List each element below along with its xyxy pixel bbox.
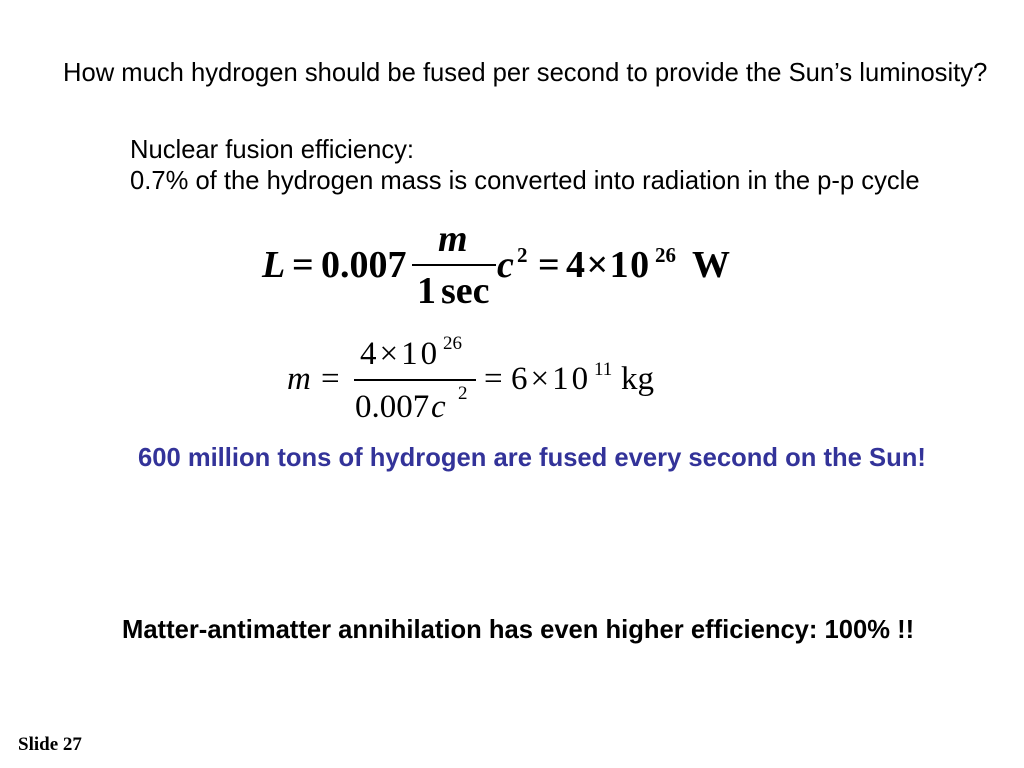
efficiency-description: 0.7% of the hydrogen mass is converted into radiation in the p-p cycle [130, 167, 920, 195]
eq1-fraction-numerator: m [438, 218, 468, 260]
eq2-result-mantissa: 6×10 [511, 361, 592, 397]
eq1-coefficient: 0.007 [321, 244, 407, 286]
eq2-fraction-bar [354, 379, 476, 381]
eq2-lhs: m [287, 361, 311, 397]
eq2-equals-2: = [484, 361, 503, 397]
eq2-unit: kg [621, 361, 654, 397]
eq1-fraction-denominator-number: 1 [417, 270, 436, 312]
eq1-equals-2: = [538, 244, 560, 286]
eq2-equals-1: = [321, 361, 340, 397]
eq2-numerator-mantissa: 4×10 [360, 336, 441, 372]
eq1-equals-1: = [292, 244, 314, 286]
eq2-result-exponent: 11 [594, 359, 613, 380]
eq2-denominator-speed-of-light: c [431, 389, 446, 425]
eq1-lhs: L [262, 244, 286, 286]
eq1-speed-of-light: c [497, 244, 514, 286]
eq1-fraction-bar [412, 264, 496, 266]
eq2-denominator-coefficient: 0.007 [355, 389, 430, 425]
slide-number: Slide 27 [18, 734, 82, 755]
eq1-result-exponent: 26 [655, 243, 676, 267]
question-text: How much hydrogen should be fused per second to provide the Sun’s luminosity? [63, 59, 988, 87]
eq2-numerator-exponent: 26 [443, 333, 462, 354]
highlight-statement: 600 million tons of hydrogen are fused every second on the Sun! [138, 444, 926, 472]
efficiency-heading: Nuclear fusion efficiency: [130, 136, 415, 164]
eq1-unit: W [692, 244, 730, 286]
eq2-denominator-exponent: 2 [458, 383, 468, 404]
eq1-result-mantissa: 4×10 [566, 244, 651, 286]
eq1-fraction-denominator-unit: sec [441, 270, 490, 312]
conclusion-statement: Matter-antimatter annihilation has even higher efficiency: 100% !! [122, 616, 915, 644]
eq1-c-exponent: 2 [517, 243, 528, 267]
